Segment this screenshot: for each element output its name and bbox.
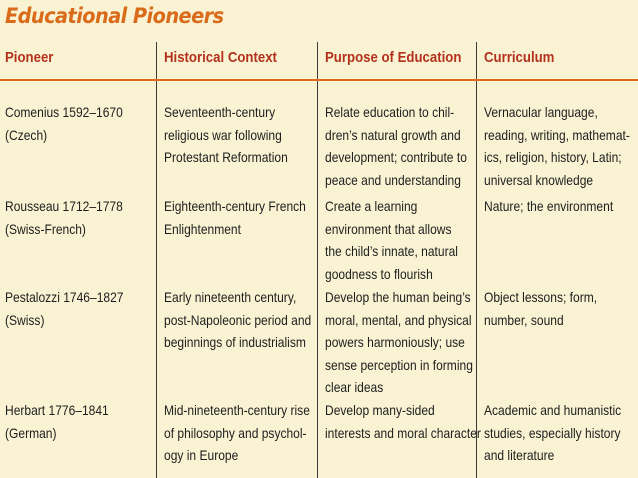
column-divider: [317, 42, 318, 478]
table-cell-purpose: Develop the human being’s moral, mental, and physical powers harmoniously; use sense perception in forming clear ideas: [325, 289, 473, 395]
table-cell-context: Mid-nineteenth-century rise of philosophy and psychol- ogy in Europe: [164, 402, 310, 463]
table-cell-curriculum: Academic and humanistic studies, especially history and literature: [484, 402, 622, 463]
table-cell-pioneer: Pestalozzi 1746–1827 (Swiss): [5, 289, 124, 328]
pioneers-table: [0, 42, 638, 478]
column-divider: [156, 42, 157, 478]
table-cell-context: Seventeenth-century religious war following Protestant Reformation: [164, 104, 288, 165]
header-curriculum: Curriculum: [484, 49, 555, 66]
header-historical-context: Historical Context: [164, 49, 277, 66]
table-cell-pioneer: Rousseau 1712–1778 (Swiss-French): [5, 198, 123, 237]
table-cell-curriculum: Object lessons; form, number, sound: [484, 289, 598, 328]
table-cell-curriculum: Nature; the environment: [484, 198, 614, 214]
header-purpose-of-education: Purpose of Education: [325, 49, 462, 66]
table-cell-purpose: Create a learning environment that allows the child’s innate, natural goodness to flourish: [325, 198, 458, 282]
table-cell-context: Eighteenth-century French Enlightenment: [164, 198, 306, 237]
table-cell-context: Early nineteenth century, post-Napoleonic period and beginnings of industrialism: [164, 289, 312, 350]
page-title: Educational Pioneers: [5, 4, 224, 28]
table-cell-purpose: Develop many-sided interests and moral character: [325, 402, 481, 441]
header-pioneer: Pioneer: [5, 49, 54, 66]
table-cell-pioneer: Comenius 1592–1670 (Czech): [5, 104, 123, 143]
header-rule: [0, 79, 638, 81]
table-cell-purpose: Relate education to chil- dren’s natural growth and development; contribute to peace and understanding: [325, 104, 467, 188]
table-cell-pioneer: Herbart 1776–1841 (German): [5, 402, 109, 441]
table-cell-curriculum: Vernacular language, reading, writing, mathemat- ics, religion, history, Latin; universal knowledge: [484, 104, 630, 188]
